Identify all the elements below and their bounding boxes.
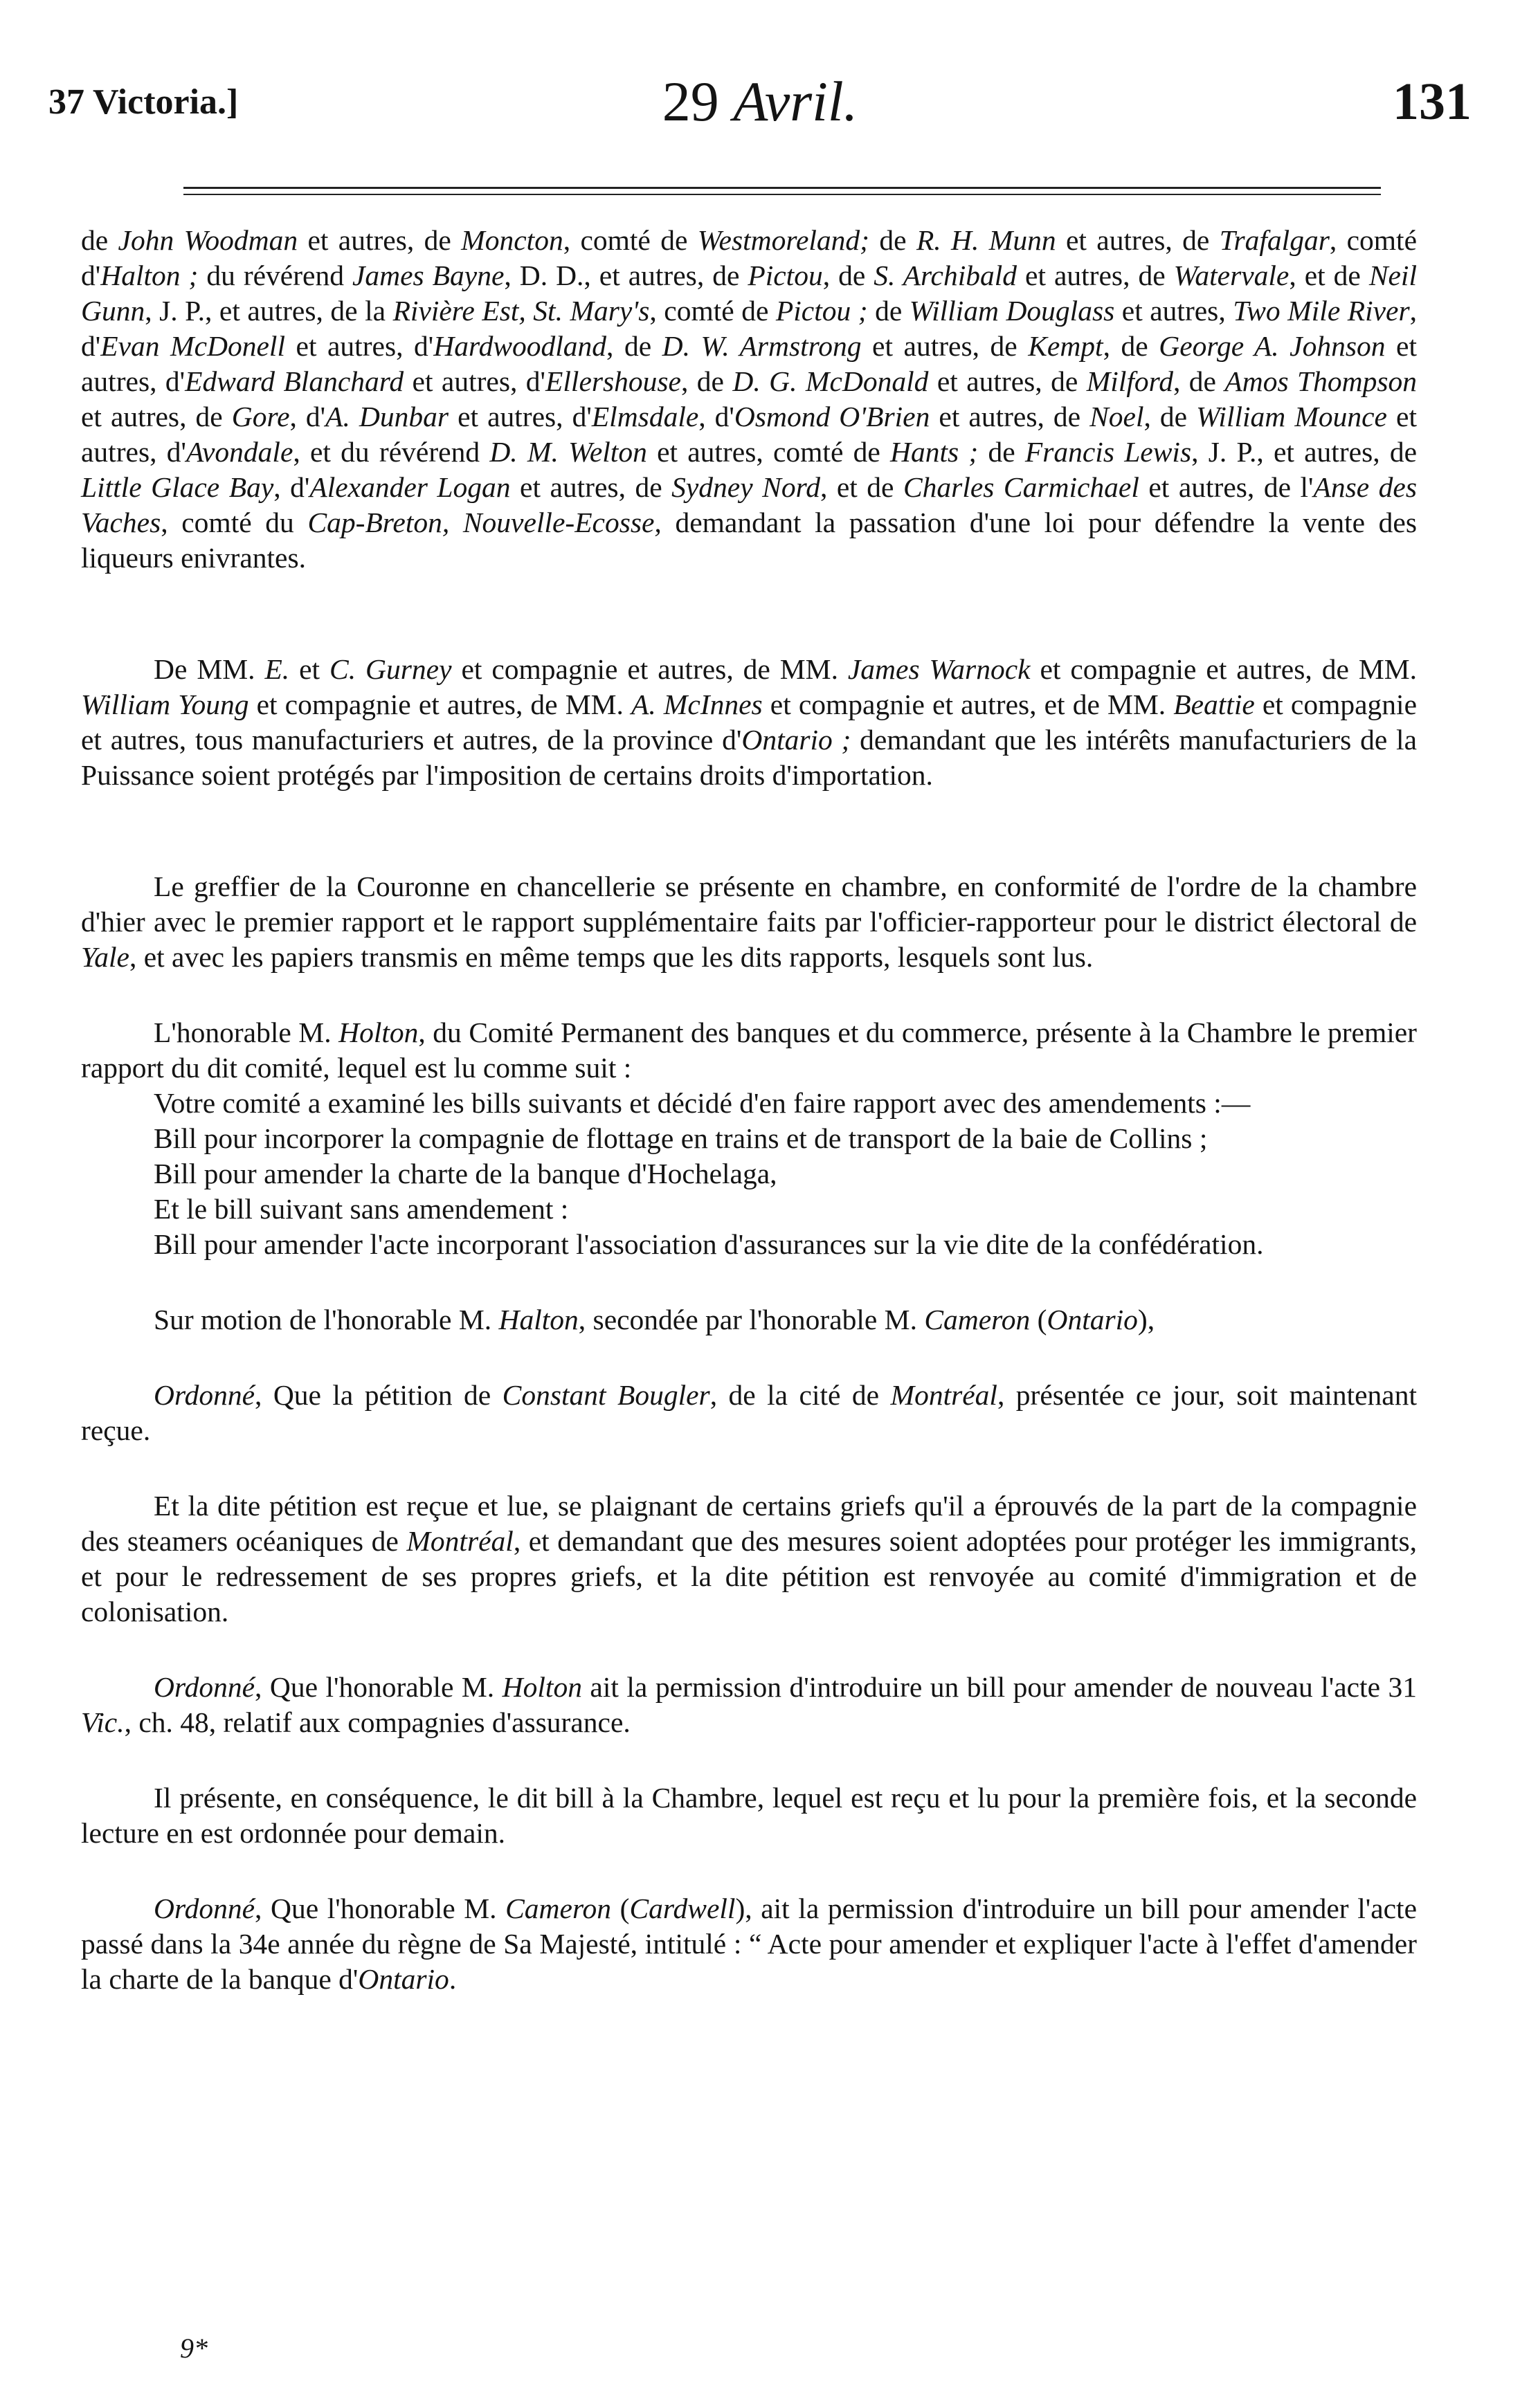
- bill-item: Et le bill suivant sans amendement :: [154, 1193, 569, 1225]
- header-rule-thin: [183, 194, 1381, 195]
- date-day: 29: [662, 70, 719, 133]
- motion-paragraph: Sur motion de l'honorable M. Halton, secondée par l'honorable M. Cameron (Ontario),: [154, 1304, 1155, 1335]
- committee-report-paragraph: L'honorable M. Holton, du Comité Permanent des banques et du commerce, présente à la Chambre le premier rapport du dit comité, lequel est lu comme suit :: [81, 1016, 1418, 1084]
- order-paragraph: Ordonné, Que l'honorable M. Cameron (Cardwell), ait la permission d'introduire un bill pour amender l'acte passé dans la 34e année du règne de Sa Majesté, intitulé : “ Acte pour amender et expliquer l'acte à l'effet d'amender la charte de la banque d'Ontario.: [81, 1892, 1417, 1995]
- page-header: [48, 69, 1472, 145]
- petition-received-paragraph: Et la dite pétition est reçue et lue, se plaignant de certains griefs qu'il a éprouvés de la part de la compagnie des steamers océaniques de Montréal, et demandant que des mesures soient adoptées pour protéger les immigrants, et pour le redressement de ses propres griefs, et la dite pétition est renvoyée au comité d'immigration et de colonisation.: [81, 1490, 1417, 1627]
- page-date: [48, 69, 1472, 134]
- committee-report-intro: Votre comité a examiné les bills suivants et décidé d'en faire rapport avec des amendements :—: [154, 1087, 1251, 1119]
- document-body: [81, 223, 1417, 1997]
- bill-presented-paragraph: Il présente, en conséquence, le dit bill à la Chambre, lequel est reçu et lu pour la première fois, et la seconde lecture en est ordonnée pour demain.: [81, 1782, 1417, 1849]
- header-rule: [183, 187, 1381, 189]
- date-month: Avril.: [733, 70, 858, 133]
- signature-mark: 9*: [180, 2333, 208, 2364]
- session-label: 37 Victoria.]: [48, 82, 239, 122]
- bill-item: Bill pour incorporer la compagnie de flottage en trains et de transport de la baie de Collins ;: [154, 1122, 1208, 1154]
- order-paragraph: Ordonné, Que l'honorable M. Holton ait la permission d'introduire un bill pour amender de nouveau l'acte 31 Vic., ch. 48, relatif aux compagnies d'assurance.: [81, 1671, 1417, 1738]
- manufacturers-petition-paragraph: De MM. E. et C. Gurney et compagnie et autres, de MM. James Warnock et compagnie et autres, de MM. William Young et compagnie et autres, de MM. A. McInnes et compagnie et autres, et de MM. Beattie et compagnie et autres, tous manufacturiers et autres, de la province d'Ontario ; demandant que les intérêts manufacturiers de la Puissance soient protégés par l'imposition de certains droits d'importation.: [81, 653, 1417, 791]
- petition-paragraph: de John Woodman et autres, de Moncton, comté de Westmoreland; de R. H. Munn et autres, de Trafalgar, comté d'Halton ; du révérend James Bayne, D. D., et autres, de Pictou, de S. Archibald et autres, de Watervale, et de Neil Gunn, J. P., et autres, de la Rivière Est, St. Mary's, comté de Pictou ; de William Douglass et autres, Two Mile River, d'Evan McDonell et autres, d'Hardwoodland, de D. W. Armstrong et autres, de Kempt, de George A. Johnson et autres, d'Edward Blanchard et autres, d'Ellershouse, de D. G. McDonald et autres, de Milford, de Amos Thompson et autres, de Gore, d'A. Dunbar et autres, d'Elmsdale, d'Osmond O'Brien et autres, de Noel, de William Mounce et autres, d'Avondale, et du révérend D. M. Welton et autres, comté de Hants ; de Francis Lewis, J. P., et autres, de Little Glace Bay, d'Alexander Logan et autres, de Sydney Nord, et de Charles Carmichael et autres, de l'Anse des Vaches, comté du Cap-Breton, Nouvelle-Ecosse, demandant la passation d'une loi pour défendre la vente des liqueurs enivrantes.: [81, 224, 1418, 574]
- bill-item: Bill pour amender la charte de la banque d'Hochelaga,: [154, 1158, 777, 1189]
- page-number: 131: [1393, 73, 1472, 131]
- bill-item: Bill pour amender l'acte incorporant l'association d'assurances sur la vie dite de la confédération.: [154, 1228, 1264, 1260]
- crown-clerk-paragraph: Le greffier de la Couronne en chancellerie se présente en chambre, en conformité de l'ordre de la chambre d'hier avec le premier rapport et le rapport supplémentaire faits par l'officier-rapporteur pour le district électoral de Yale, et avec les papiers transmis en même temps que les dits rapports, lesquels sont lus.: [81, 870, 1417, 973]
- order-paragraph: Ordonné, Que la pétition de Constant Bougler, de la cité de Montréal, présentée ce jour, soit maintenant reçue.: [81, 1379, 1417, 1446]
